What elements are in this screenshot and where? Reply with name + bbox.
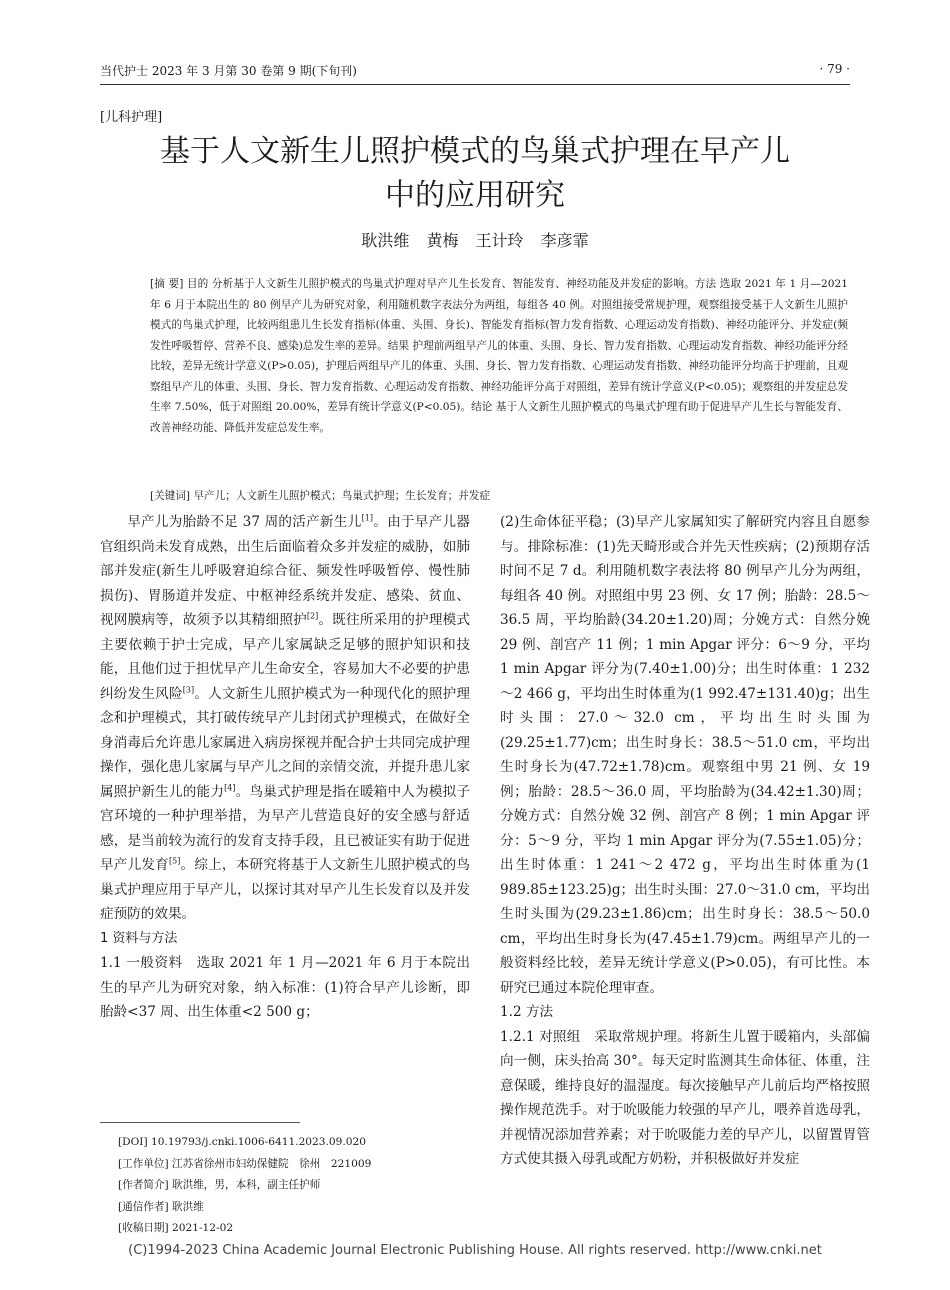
citation-ref-1: [1] bbox=[361, 513, 373, 523]
article-title bbox=[100, 130, 850, 218]
subsection-1-1 bbox=[100, 951, 470, 1025]
intro-text-5: 。鸟巢式护理是指在暖箱中人为模拟子宫环境的一种护理举措，为早产儿营造良好的安全感与舒适感，是当前较为流行的发育支持手段，且已被证实有助于促进早产儿发育 bbox=[100, 783, 471, 873]
page-number: · 79 · bbox=[819, 62, 850, 76]
footnote-rule bbox=[100, 1122, 300, 1123]
subsection-heading-1-2-1: 1.2.1 对照组 bbox=[500, 1028, 581, 1045]
keywords-label: [关键词] bbox=[150, 490, 191, 502]
subsection-heading-1-1: 1.1 一般资料 bbox=[100, 955, 183, 971]
intro-paragraph bbox=[100, 510, 470, 927]
inclusion-paragraph: (2)生命体征平稳；(3)早产儿家属知实了解研究内容且自愿参与。排除标准：(1)先天畸形或合并先天性疾病；(2)预期存活时间不足 7 d。利用随机数字表法将 80 例早产儿分为两组，每组各 40 例。对照组中男 23 例、女 17 例；胎龄：28.5～36.5 周，平均胎龄(34.20±1.20)周；分娩方式：自然分娩 29 例、剖宫产 11 例；1 min Apgar 评分：6～9 分，平均 1 min Apgar 评分为(7.40±1.00)分；出生时体重：1 232～2 466 g，平均出生时体重为(1 992.47±131.40)g；出生时头围：27.0～32.0 cm，平均出生时头围为(29.25±1.77)cm；出生时身长：38.5～51.0 cm，平均出生时身长为(47.72±1.78)cm。观察组中男 21 例、女 19 例；胎龄：28.5～36.0 周，平均胎龄为(34.42±1.30)周；分娩方式：自然分娩 32 例、剖宫产 8 例；1 min Apgar 评分：5～9 分，平均 1 min Apgar 评分为(7.55±1.05)分；出生时体重：1 241～2 472 g，平均出生时体重为(1 989.85±123.25)g；出生时头围：27.0～31.0 cm，平均出生时头围为(29.23±1.86)cm；出生时身长：38.5～50.0 cm，平均出生时身长为(47.45±1.79)cm。两组早产儿的一般资料经比较，差异无统计学意义(P>0.05)，有可比性。本研究已通过本院伦理审查。 bbox=[500, 514, 870, 996]
footnote-author-bio: [作者简介] 耿洪维，男，本科，副主任护师 bbox=[118, 1179, 321, 1192]
subsection-text-1-1: 选取 2021 年 1 月—2021 年 6 月于本院出生的早产儿为研究对象，纳入标准：(1)符合早产儿诊断，即胎龄<37 周、出生体重<2 500 g； bbox=[100, 955, 470, 1020]
intro-text-6: 。综上，本研究将基于人文新生儿照护模式的鸟巢式护理应用于早产儿，以探讨其对早产儿生长发育以及并发症预防的效果。 bbox=[100, 857, 471, 922]
abstract bbox=[150, 274, 848, 438]
citation-ref-5: [5] bbox=[168, 856, 181, 866]
body-column-right bbox=[500, 510, 870, 1172]
keywords-text: 早产儿；人文新生儿照护模式；鸟巢式护理；生长发育；并发症 bbox=[193, 490, 491, 502]
intro-text-3: 。既往所采用的护理模式主要依赖于护士完成，早产儿家属缺乏足够的照护知识和技能，且他们过于担忧早产儿生命安全，容易加大不必要的护患纠纷发生风险 bbox=[100, 612, 471, 702]
footnotes bbox=[118, 1132, 371, 1240]
subsection-1-2-1 bbox=[500, 1025, 870, 1172]
header-rule bbox=[100, 84, 850, 85]
section-tag: [儿科护理] bbox=[100, 110, 163, 125]
subsection-heading-1-2: 1.2 方法 bbox=[500, 1004, 554, 1020]
intro-text-1: 早产儿为胎龄不足 37 周的活产新生儿 bbox=[127, 514, 362, 530]
running-header bbox=[100, 62, 850, 80]
author-list: 耿洪维 黄梅 王计玲 李彦霏 bbox=[361, 231, 589, 250]
copyright-notice: (C)1994-2023 China Academic Journal Electronic Publishing House. All rights reserved. http://www.cnki.net bbox=[128, 1243, 822, 1258]
footnote-received-date: [收稿日期] 2021-12-02 bbox=[118, 1222, 234, 1235]
intro-text-2: 。由于早产儿器官组织尚未发育成熟，出生后面临着众多并发症的威胁，如肺部并发症(新生儿呼吸窘迫综合征、频发性呼吸暂停、慢性肺损伤)、胃肠道并发症、中枢神经系统并发症、感染、贫血、视网膜病等，故须予以其精细照护 bbox=[100, 514, 470, 628]
citation-ref-4: [4] bbox=[224, 782, 236, 792]
footnote-corresponding: [通信作者] 耿洪维 bbox=[118, 1200, 204, 1213]
subsection-text-1-2-1: 采取常规护理。将新生儿置于暖箱内，头部偏向一侧，床头抬高 30°。每天定时监测其生命体征、体重，注意保暖，维持良好的温湿度。每次接触早产儿前后均严格按照操作规范洗手。对于吮吸能力较强的早产儿，喂养首选母乳，并视情况添加营养素；对于吮吸能力差的早产儿，以留置胃管方式使其摄入母乳或配方奶粉，并积极做好并发症 bbox=[500, 1028, 870, 1167]
citation-ref-3: [3] bbox=[182, 684, 195, 694]
intro-text-4: 。人文新生儿照护模式为一种现代化的照护理念和护理模式，其打破传统早产儿封闭式护理模式，在做好全身消毒后允许患儿家属进入病房探视并配合护士共同完成护理操作，强化患儿家属与早产儿之间的亲情交流，并提升患儿家属照护新生儿的能力 bbox=[100, 685, 471, 800]
title-line-2: 中的应用研究 bbox=[385, 178, 565, 213]
section-heading-1: 1 资料与方法 bbox=[100, 930, 178, 946]
abstract-text: 目的 分析基于人文新生儿照护模式的鸟巢式护理对早产儿生长发育、智能发育、神经功能及并发症的影响。方法 选取 2021 年 1 月—2021 年 6 月于本院出生的 80 例早产儿为研究对象，利用随机数字表法分为两组，每组各 40 例。对照组接受常规护理，观察组接受基于人文新生儿照护模式的鸟巢式护理，比较两组患儿生长发育指标(体重、头围、身长)、智能发育指标(智力发育指数、心理运动发育指数)、神经功能评分、并发症(频发性呼吸暂停、营养不良、感染)总发生率的差异。结果 护理前两组早产儿的体重、头围、身长、智力发育指数、心理运动发育指数、神经功能评分经比较，差异无统计学意义(P>0.05)，护理后两组早产儿的体重、头围、身长、智力发育指数、心理运动发育指数、神经功能评分均高于护理前，且观察组早产儿的体重、头围、身长、智力发育指数、心理运动发育指数、神经功能评分高于对照组，差异有统计学意义(P<0.05)；观察组的并发症总发生率 7.50%，低于对照组 20.00%，差异有统计学意义(P<0.05)。结论 基于人文新生儿照护模式的鸟巢式护理有助于促进早产儿生长与智能发育、改善神经功能、降低并发症总发生率。 bbox=[150, 278, 848, 434]
footnote-affiliation: [工作单位] 江苏省徐州市妇幼保健院 徐州 221009 bbox=[118, 1157, 372, 1170]
citation-ref-2: [2] bbox=[306, 611, 319, 621]
journal-info: 当代护士 2023 年 3 月第 30 卷第 9 期(下旬刊) bbox=[100, 64, 357, 78]
abstract-label: [摘 要] bbox=[150, 278, 184, 290]
footnote-doi: [DOI] 10.19793/j.cnki.1006-6411.2023.09.020 bbox=[118, 1136, 366, 1148]
title-line-1: 基于人文新生儿照护模式的鸟巢式护理在早产儿 bbox=[160, 134, 790, 169]
keywords bbox=[150, 488, 848, 503]
body-column-left bbox=[100, 510, 470, 1025]
